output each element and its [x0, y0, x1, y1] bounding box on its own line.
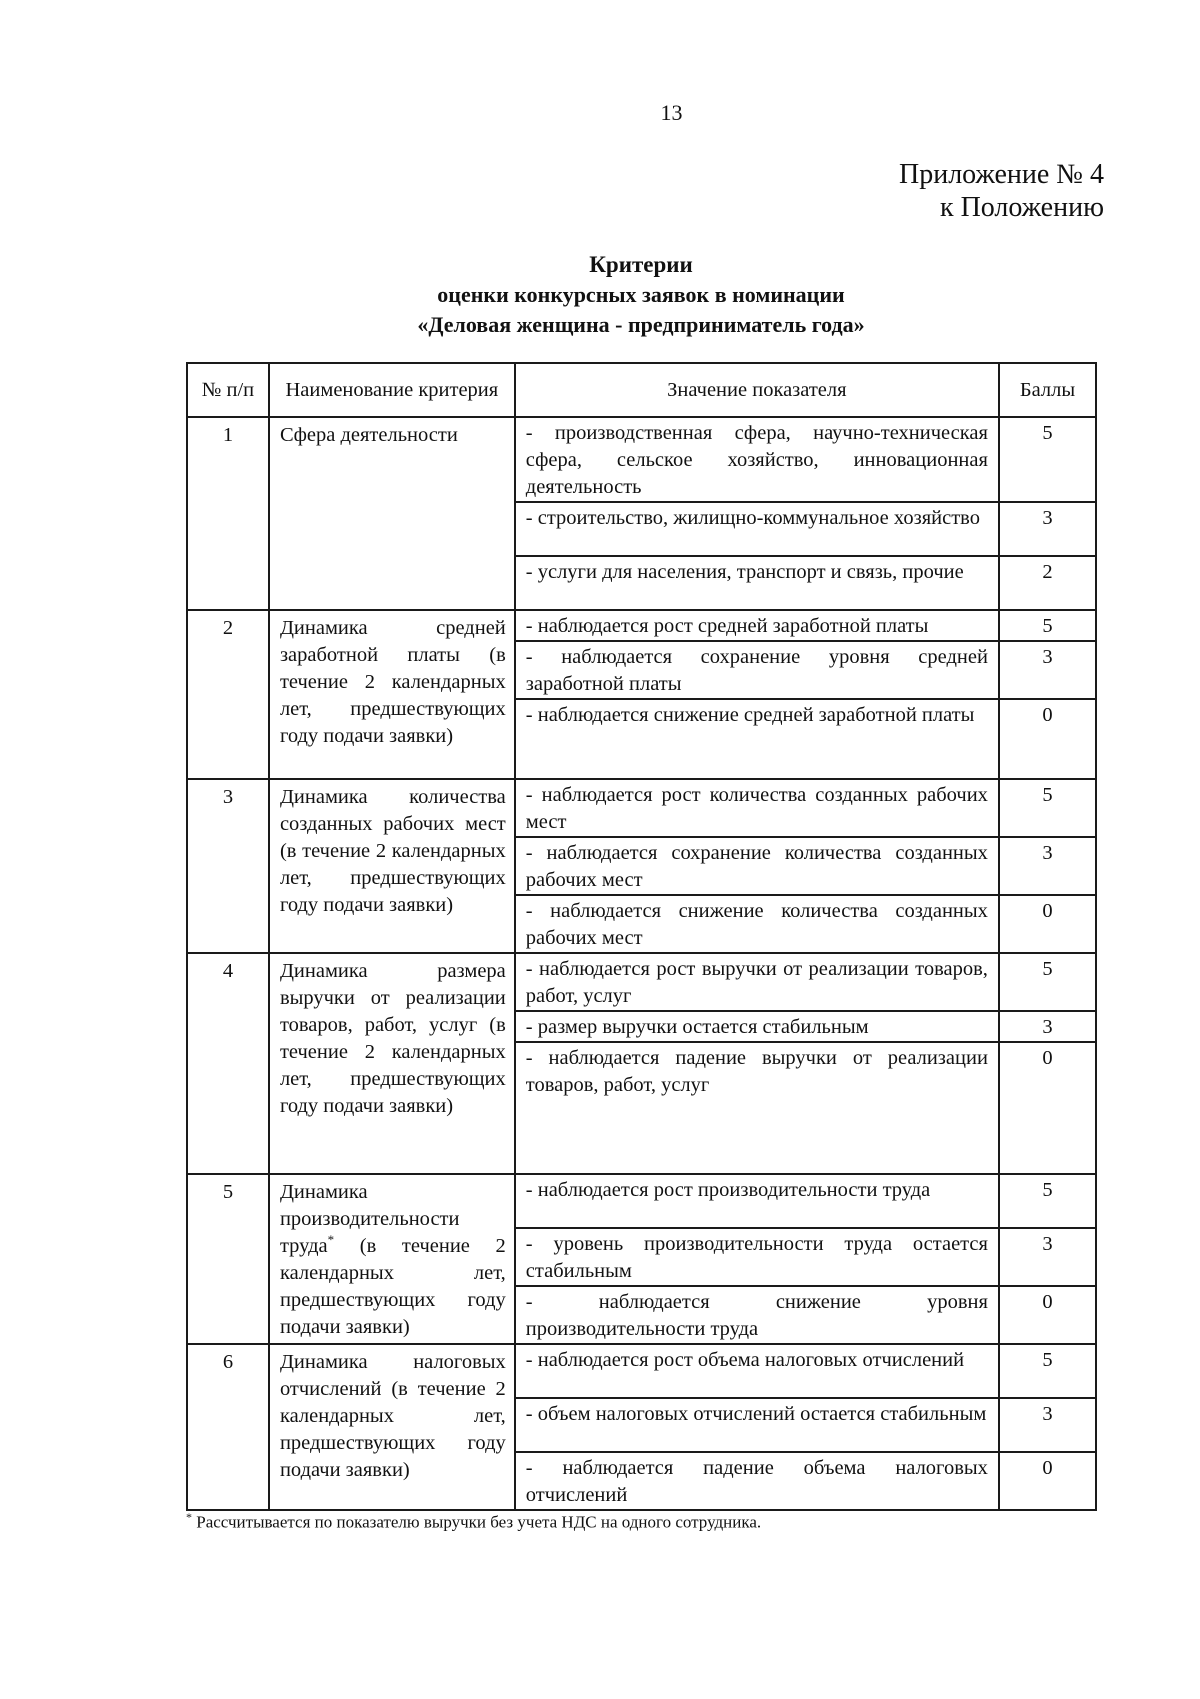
- points-value: 0: [999, 699, 1096, 779]
- points-value: 3: [999, 837, 1096, 895]
- points-value: 5: [999, 417, 1096, 502]
- points-value: 5: [999, 779, 1096, 837]
- table-row: [187, 610, 1096, 641]
- points-value: 5: [999, 953, 1096, 1011]
- indicator-value: - наблюдается рост выручки от реализации товаров, работ, услуг: [515, 953, 999, 1011]
- table-row: [187, 417, 1096, 502]
- indicator-value: - наблюдается рост средней заработной платы: [515, 610, 999, 641]
- criterion-name: Динамика размера выручки от реализации товаров, работ, услуг (в течение 2 календарных лет, предшествующих году подачи заявки): [269, 953, 515, 1174]
- criterion-name-text: Динамика производительности труда: [279, 1181, 460, 1257]
- points-value: 0: [999, 1286, 1096, 1344]
- points-value: 3: [999, 1398, 1096, 1452]
- row-number: 5: [187, 1174, 269, 1344]
- indicator-value: - объем налоговых отчислений остается стабильным: [515, 1398, 999, 1452]
- table-row: [187, 953, 1096, 1011]
- header-indicator-value: Значение показателя: [515, 363, 999, 417]
- points-value: 0: [999, 1042, 1096, 1174]
- indicator-value: - уровень производительности труда остается стабильным: [515, 1228, 999, 1286]
- table-row: [187, 1344, 1096, 1398]
- table-row: [187, 1174, 1096, 1228]
- indicator-value: - наблюдается падение объема налоговых отчислений: [515, 1452, 999, 1510]
- title-line-3: «Деловая женщина - предприниматель года»: [417, 312, 865, 337]
- indicator-value: - размер выручки остается стабильным: [515, 1011, 999, 1042]
- table-row: [187, 779, 1096, 837]
- points-value: 3: [999, 502, 1096, 556]
- appendix-line-1: Приложение № 4: [899, 159, 1104, 190]
- row-number: 3: [187, 779, 269, 953]
- points-value: 3: [999, 641, 1096, 699]
- criterion-name: Динамика средней заработной платы (в течение 2 календарных лет, предшествующих году подачи заявки): [269, 610, 515, 779]
- criterion-name: [269, 1174, 515, 1344]
- points-value: 2: [999, 556, 1096, 610]
- indicator-value: - наблюдается рост количества созданных рабочих мест: [515, 779, 999, 837]
- appendix-line-2: к Положению: [939, 192, 1104, 223]
- document-title: [185, 250, 1097, 340]
- indicator-value: - наблюдается падение выручки от реализации товаров, работ, услуг: [515, 1042, 999, 1174]
- points-value: 5: [999, 1344, 1096, 1398]
- points-value: 0: [999, 895, 1096, 953]
- title-line-1: Критерии: [589, 252, 693, 277]
- row-number: 2: [187, 610, 269, 779]
- criterion-name: Динамика количества созданных рабочих мест (в течение 2 календарных лет, предшествующих году подачи заявки): [269, 779, 515, 953]
- indicator-value: - наблюдается снижение количества созданных рабочих мест: [515, 895, 999, 953]
- appendix-reference: [899, 158, 1104, 224]
- indicator-value: - наблюдается сохранение количества созданных рабочих мест: [515, 837, 999, 895]
- points-value: 5: [999, 610, 1096, 641]
- indicator-value: - наблюдается рост производительности труда: [515, 1174, 999, 1228]
- header-num: № п/п: [187, 363, 269, 417]
- indicator-value: - наблюдается сохранение уровня средней заработной платы: [515, 641, 999, 699]
- row-number: 4: [187, 953, 269, 1174]
- criterion-name-text-continued: (в течение 2 календарных лет, предшествующих году подачи заявки): [279, 1235, 506, 1338]
- criterion-name: Сфера деятельности: [269, 417, 515, 610]
- indicator-value: - наблюдается рост объема налоговых отчислений: [515, 1344, 999, 1398]
- points-value: 3: [999, 1228, 1096, 1286]
- footnote-reference-mark: *: [327, 1232, 335, 1248]
- header-points: Баллы: [999, 363, 1096, 417]
- indicator-value: - услуги для населения, транспорт и связь, прочие: [515, 556, 999, 610]
- footnote: [186, 1510, 761, 1533]
- indicator-value: - наблюдается снижение уровня производительности труда: [515, 1286, 999, 1344]
- indicator-value: - производственная сфера, научно-техническая сфера, сельское хозяйство, инновационная деятельность: [515, 417, 999, 502]
- indicator-value: - наблюдается снижение средней заработной платы: [515, 699, 999, 779]
- indicator-value: - строительство, жилищно-коммунальное хозяйство: [515, 502, 999, 556]
- criteria-table: [186, 362, 1097, 1511]
- header-criterion-name: Наименование критерия: [269, 363, 515, 417]
- table-header-row: [187, 363, 1096, 417]
- title-line-2: оценки конкурсных заявок в номинации: [437, 282, 845, 307]
- row-number: 6: [187, 1344, 269, 1510]
- criterion-name: Динамика налоговых отчислений (в течение 2 календарных лет, предшествующих году подачи заявки): [269, 1344, 515, 1510]
- points-value: 0: [999, 1452, 1096, 1510]
- footnote-text: Рассчитывается по показателю выручки без учета НДС на одного сотрудника.: [196, 1512, 762, 1532]
- points-value: 5: [999, 1174, 1096, 1228]
- page-number: 13: [660, 100, 683, 125]
- row-number: 1: [187, 417, 269, 610]
- footnote-mark: *: [186, 1510, 192, 1524]
- points-value: 3: [999, 1011, 1096, 1042]
